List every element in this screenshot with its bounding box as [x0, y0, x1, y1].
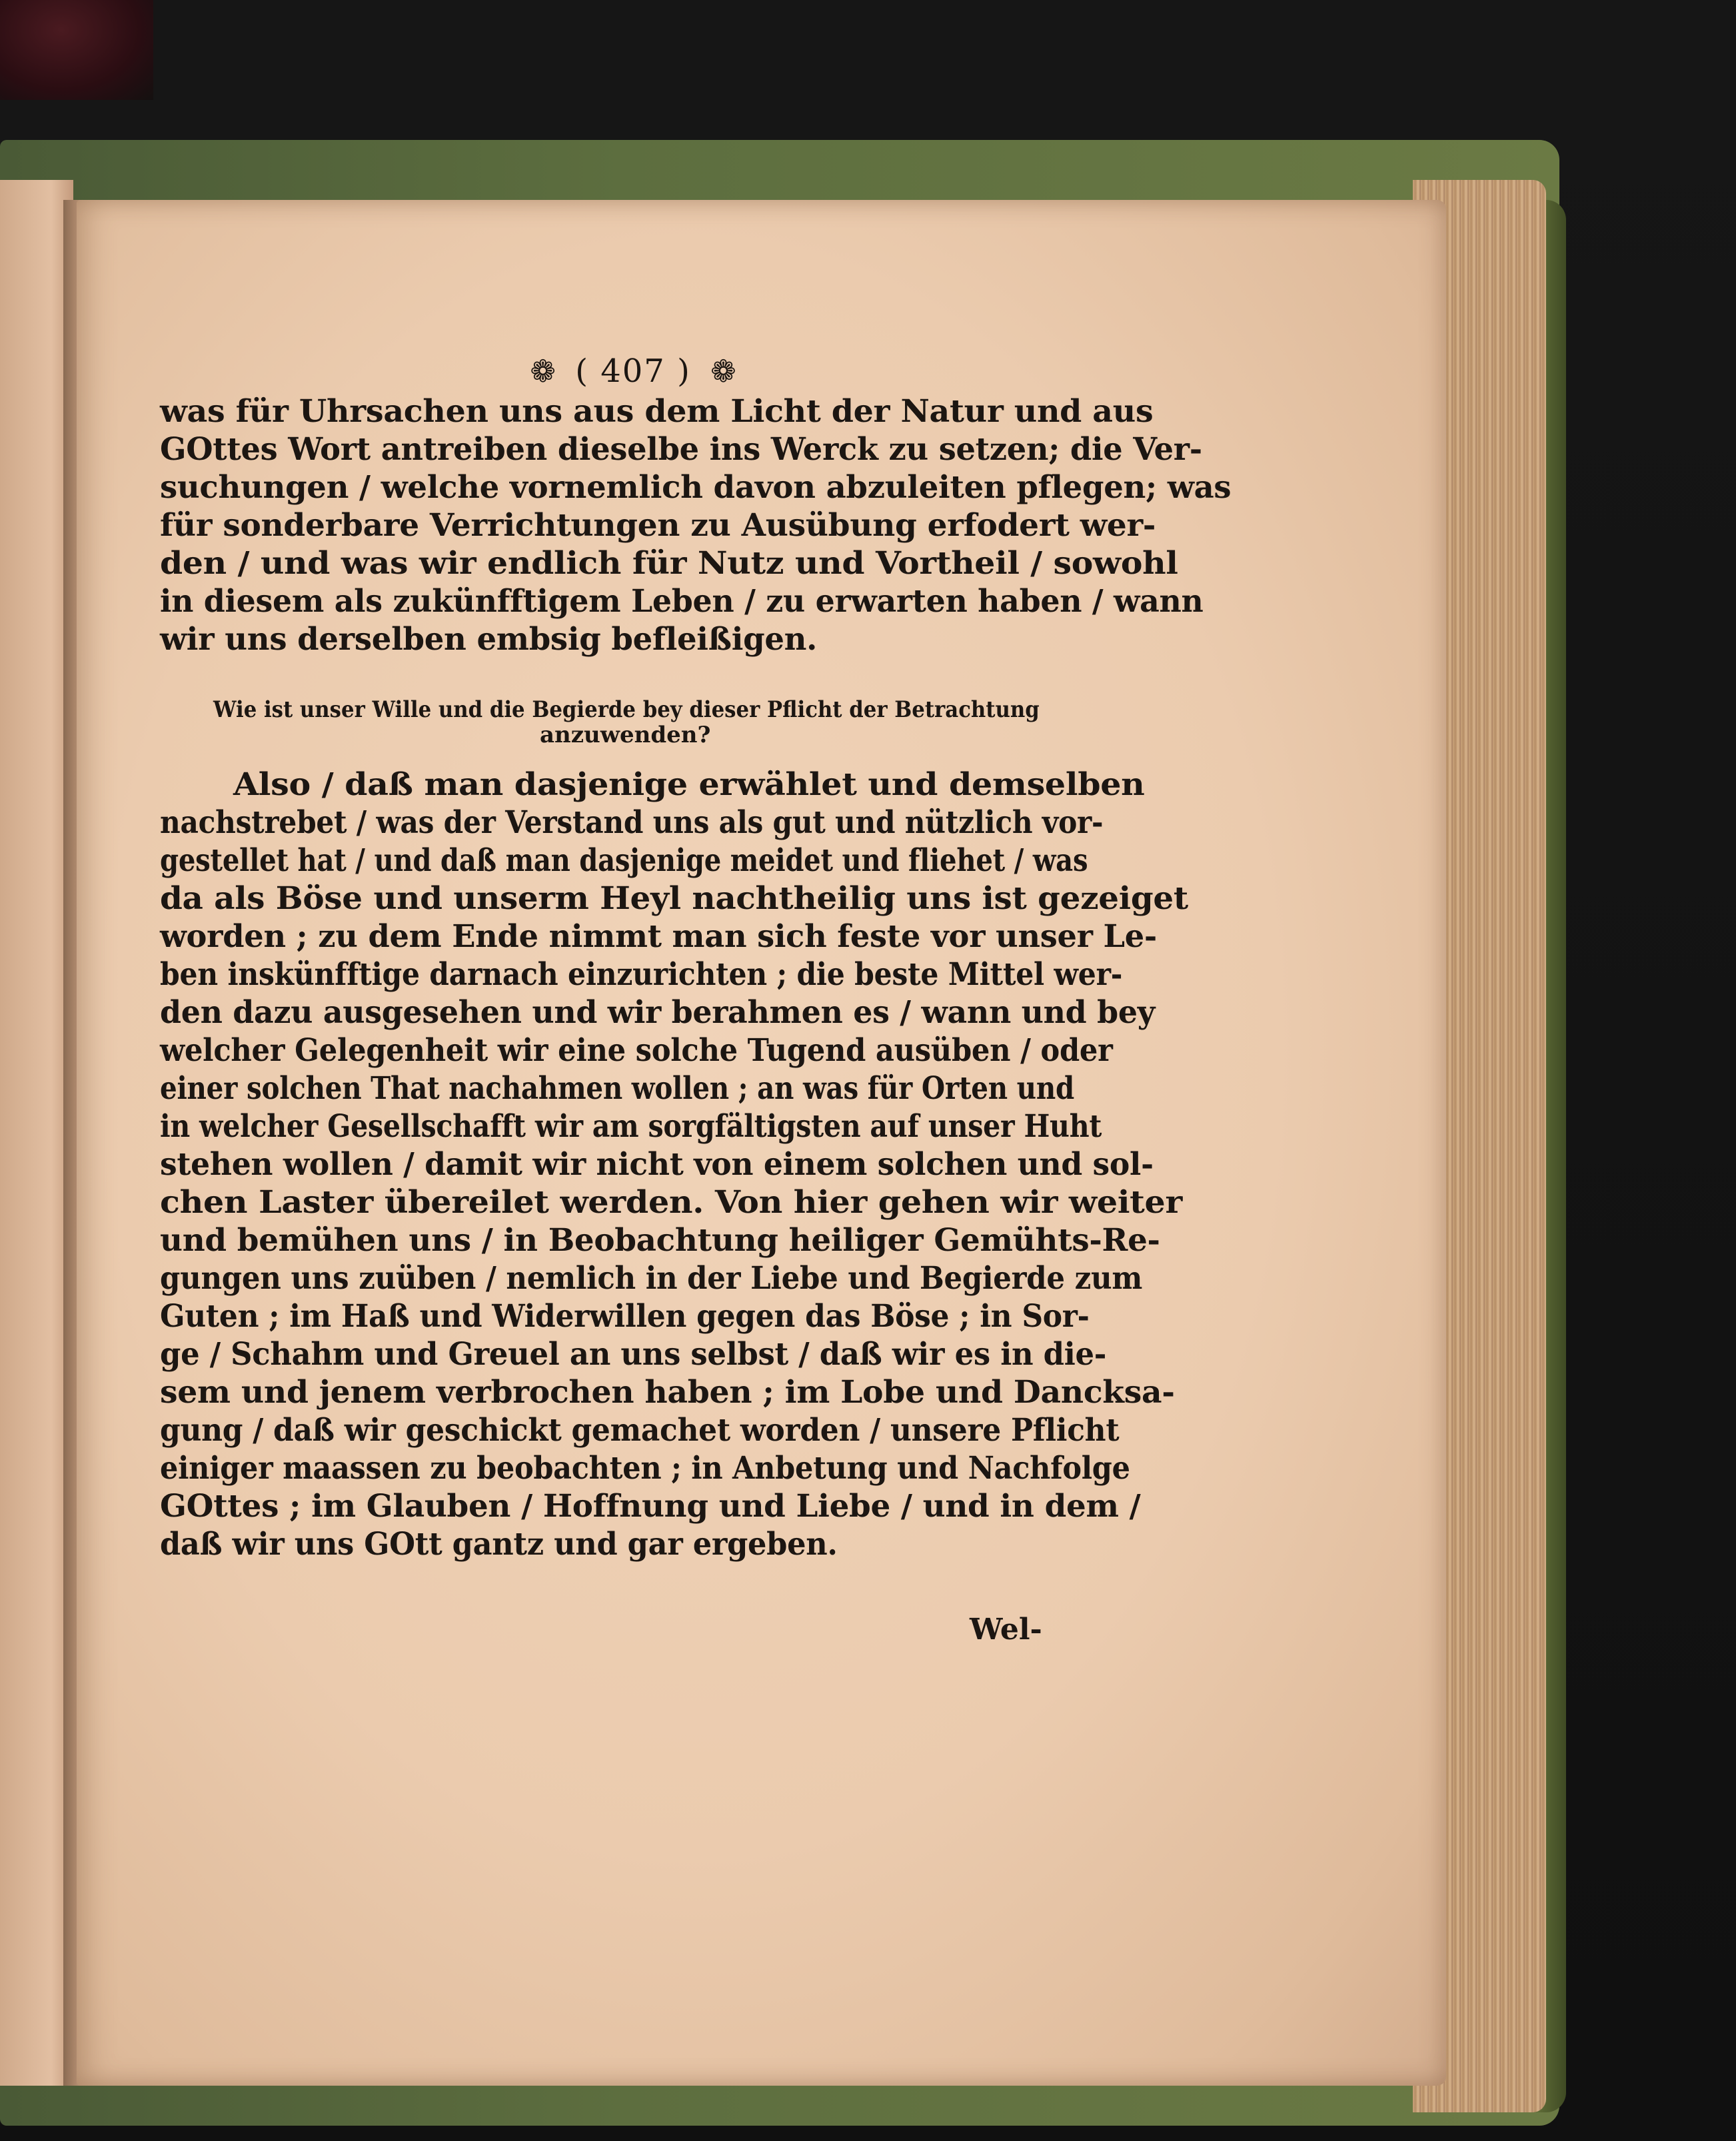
text-line: GOttes ; im Glauben / Hoffnung und Liebe / und in dem /: [160, 1488, 1141, 1525]
question-line: anzuwenden?: [540, 722, 711, 748]
text-line: stehen wollen / damit wir nicht von einem solchen und sol-: [160, 1146, 1154, 1183]
text-line: gestellet hat / und daß man dasjenige meidet und fliehet / was: [160, 842, 1088, 879]
backdrop-cloth: [0, 0, 153, 100]
text-line: den / und was wir endlich für Nutz und Vortheil / sowohl: [160, 545, 1178, 582]
text-line: gung / daß wir geschickt gemachet worden / unsere Pflicht: [160, 1412, 1120, 1449]
text-line: den dazu ausgesehen und wir berahmen es / wann und bey: [160, 994, 1156, 1031]
question-line: Wie ist unser Wille und die Begierde bey dieser Pflicht der Betrachtung: [213, 696, 1040, 723]
text-line: gungen uns zuüben / nemlich in der Liebe und Begierde zum: [160, 1260, 1143, 1297]
text-line: wir uns derselben embsig befleißigen.: [160, 621, 818, 658]
ornament-left-icon: ❁: [530, 353, 556, 389]
text-line: und bemühen uns / in Beobachtung heiliger Gemühts-Re-: [160, 1222, 1160, 1259]
text-line: was für Uhrsachen uns aus dem Licht der Natur und aus: [160, 393, 1154, 430]
text-line: in diesem als zukünfftigem Leben / zu erwarten haben / wann: [160, 583, 1204, 620]
text-line: worden ; zu dem Ende nimmt man sich feste vor unser Le-: [160, 918, 1157, 955]
text-line: welcher Gelegenheit wir eine solche Tugend ausüben / oder: [160, 1032, 1113, 1069]
text-line: chen Laster übereilet werden. Von hier gehen wir weiter: [160, 1184, 1183, 1221]
page-header: [513, 350, 753, 390]
text-line: Also / daß man dasjenige erwählet und demselben: [233, 766, 1145, 803]
left-page-edge: [0, 180, 73, 2086]
text-line: einer solchen That nachahmen wollen ; an was für Orten und: [160, 1070, 1074, 1107]
text-line: da als Böse und unserm Heyl nachtheilig uns ist gezeiget: [160, 880, 1188, 917]
text-line: sem und jenem verbrochen haben ; im Lobe und Dancksa-: [160, 1374, 1175, 1411]
text-line: in welcher Gesellschafft wir am sorgfältigsten auf unser Huht: [160, 1108, 1102, 1145]
text-line: einiger maassen zu beobachten ; in Anbetung und Nachfolge: [160, 1450, 1130, 1487]
text-line: nachstrebet / was der Verstand uns als gut und nützlich vor-: [160, 804, 1104, 841]
text-line: ben inskünfftige darnach einzurichten ; die beste Mittel wer-: [160, 956, 1123, 993]
text-line: suchungen / welche vornemlich davon abzuleiten pflegen; was: [160, 469, 1232, 506]
ornament-right-icon: ❁: [710, 353, 736, 389]
text-line: für sonderbare Verrichtungen zu Ausübung erfodert wer-: [160, 507, 1156, 544]
text-line: ge / Schahm und Greuel an uns selbst / daß wir es in die-: [160, 1336, 1107, 1373]
page-number: ( 407 ): [575, 352, 691, 390]
catchword: Wel-: [970, 1613, 1042, 1647]
text-line: daß wir uns GOtt gantz und gar ergeben.: [160, 1526, 838, 1563]
text-line: Guten ; im Haß und Widerwillen gegen das Böse ; in Sor-: [160, 1298, 1090, 1335]
text-line: GOttes Wort antreiben dieselbe ins Werck zu setzen; die Ver-: [160, 431, 1202, 468]
